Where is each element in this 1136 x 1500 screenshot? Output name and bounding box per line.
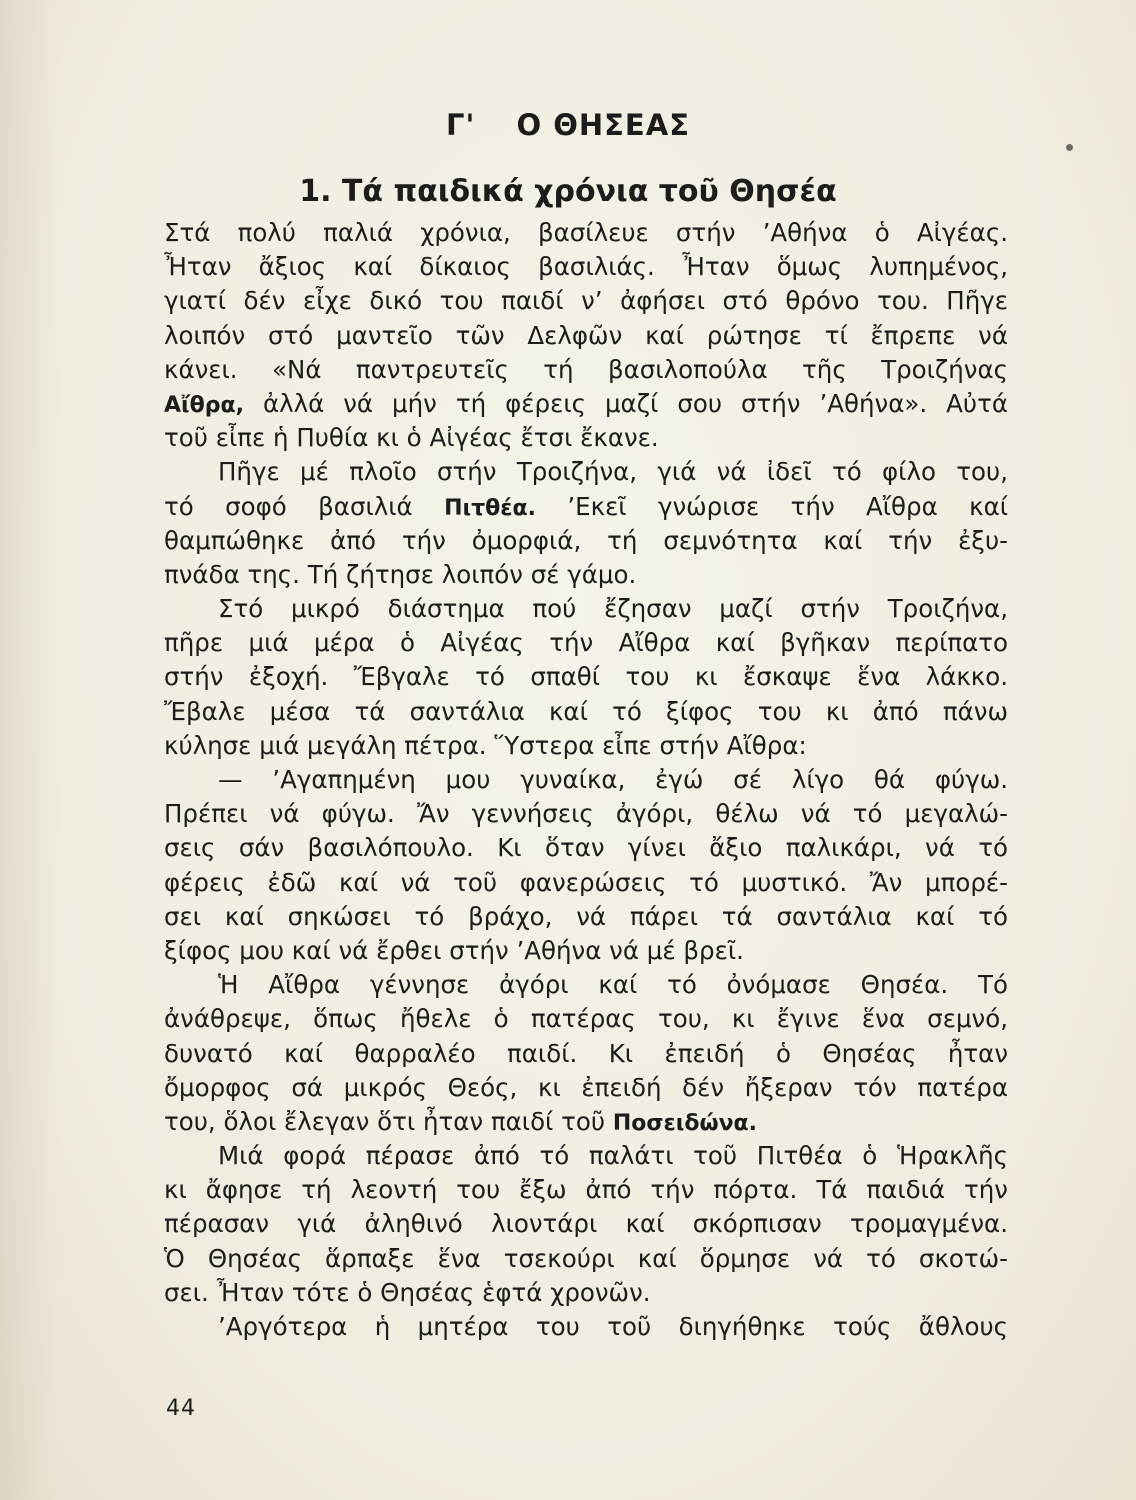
text-line — [164, 797, 1008, 831]
page-edge-shadow — [0, 0, 60, 1500]
chapter-number: Γ' — [445, 108, 476, 142]
text-line — [164, 900, 1008, 934]
text-line — [164, 660, 1008, 694]
text-line — [164, 1071, 1008, 1105]
line-text: Πῆγε μέ πλοῖο στήν Τροιζήνα, γιά νά ἰδεῖ τό φίλο του, — [218, 457, 1008, 487]
text-line — [164, 729, 1008, 763]
text-line — [164, 387, 1008, 421]
text-line — [164, 319, 1008, 353]
text-line — [164, 1105, 1008, 1139]
line-text: — ’Αγαπημένη μου γυναίκα, ἐγώ σέ λίγο θά φύγω. — [218, 765, 1008, 794]
text-line — [164, 1310, 1008, 1344]
text-line — [164, 1242, 1008, 1276]
print-speck — [1066, 144, 1073, 151]
line-text: ’Αργότερα ἡ μητέρα του τοῦ διηγήθηκε τούς ἄθλους — [218, 1312, 1008, 1341]
line-text: Ἦταν ἄξιος καί δίκαιος βασιλιάς. Ἦταν ὅμως λυπημένος, — [164, 252, 1008, 282]
text-line — [164, 558, 1008, 592]
text-line — [164, 455, 1008, 489]
line-text: πῆρε μιά μέρα ὁ Αἰγέας τήν Αἴθρα καί βγῆκαν περίπατο — [164, 628, 1008, 658]
line-text: Πρέπει νά φύγω. Ἄν γεννήσεις ἀγόρι, θέλω νά τό μεγαλώ- — [164, 799, 1008, 829]
proper-name: Πιτθέα. — [444, 495, 536, 521]
text-line — [164, 250, 1008, 284]
line-text: θαμπώθηκε ἀπό τήν ὀμορφιά, τή σεμνότητα καί τήν ἐξυ- — [164, 525, 1008, 555]
text-line — [164, 1276, 1008, 1310]
text-line — [164, 695, 1008, 729]
line-text: Ὁ Θησέας ἅρπαξε ἕνα τσεκούρι καί ὅρμησε νά τό σκοτώ- — [164, 1243, 1008, 1273]
line-text: τό σοφό βασιλιά — [164, 491, 413, 521]
text-line — [164, 831, 1008, 865]
line-text: του, ὅλοι ἔλεγαν ὅτι ἦταν παιδί τοῦ — [164, 1106, 606, 1136]
chapter-heading — [0, 108, 1136, 142]
chapter-title: Ο ΘΗΣΕΑΣ — [516, 108, 690, 142]
line-text: Στά πολύ παλιά χρόνια, βασίλευε στήν ’Αθήνα ὁ Αἰγέας. — [164, 218, 1008, 247]
line-text: ἀλλά νά μήν τή φέρεις μαζί σου στήν ’Αθήνα». Αὐτά — [262, 388, 1008, 418]
text-line — [164, 968, 1008, 1002]
text-line — [164, 592, 1008, 626]
line-text: ὄμορφος σά μικρός Θεός, κι ἐπειδή δέν ἤξεραν τόν πατέρα — [164, 1072, 1008, 1102]
line-text: δυνατό καί θαρραλέο παιδί. Κι ἐπειδή ὁ Θησέας ἦταν — [164, 1038, 1008, 1068]
text-line — [164, 626, 1008, 660]
text-line — [164, 1037, 1008, 1071]
line-text: ξίφος μου καί νά ἔρθει στήν ’Αθήνα νά μέ βρεῖ. — [164, 935, 744, 965]
line-text: κύλησε μιά μεγάλη πέτρα. Ὕστερα εἶπε στήν Αἴθρα: — [164, 730, 807, 760]
proper-name: Αἴθρα, — [164, 392, 244, 418]
text-line — [164, 1139, 1008, 1173]
line-text: Ἡ Αἴθρα γέννησε ἀγόρι καί τό ὀνόμασε Θησέα. Τό — [218, 970, 1008, 1000]
text-line — [164, 490, 1008, 524]
line-text: γιατί δέν εἶχε δικό του παιδί ν’ ἀφήσει στό θρόνο του. Πῆγε — [164, 286, 1008, 316]
text-line — [164, 866, 1008, 900]
line-text: κι ἄφησε τή λεοντή του ἔξω ἀπό τήν πόρτα. Τά παιδιά τήν — [164, 1175, 1008, 1205]
text-line — [164, 353, 1008, 387]
text-line — [164, 934, 1008, 968]
line-text: στήν ἐξοχή. Ἔβγαλε τό σπαθί του κι ἔσκαψε ἕνα λάκκο. — [164, 662, 1008, 692]
line-text: Στό μικρό διάστημα πού ἔζησαν μαζί στήν Τροιζήνα, — [218, 594, 1008, 624]
page-number: 44 — [166, 1396, 196, 1421]
line-text: Μιά φορά πέρασε ἀπό τό παλάτι τοῦ Πιτθέα ὁ Ἡρακλῆς — [218, 1141, 1008, 1171]
line-text: ἀνάθρεψε, ὅπως ἤθελε ὁ πατέρας του, κι ἔγινε ἕνα σεμνό, — [164, 1004, 1008, 1034]
line-text: Ἔβαλε μέσα τά σαντάλια καί τό ξίφος του κι ἀπό πάνω — [164, 696, 1008, 726]
line-text: σεις σάν βασιλόπουλο. Κι ὅταν γίνει ἄξιο παλικάρι, νά τό — [164, 833, 1008, 863]
line-text: ’Εκεῖ γνώρισε τήν Αἴθρα καί — [567, 491, 1009, 521]
section-title: 1. Τά παιδικά χρόνια τοῦ Θησέα — [299, 174, 837, 209]
body-text — [164, 216, 1008, 1344]
text-line — [164, 216, 1008, 250]
text-line — [164, 1207, 1008, 1241]
text-line — [164, 763, 1008, 797]
line-text: πνάδα της. Τή ζήτησε λοιπόν σέ γάμο. — [164, 559, 637, 589]
text-line — [164, 1173, 1008, 1207]
line-text: λοιπόν στό μαντεῖο τῶν Δελφῶν καί ρώτησε τί ἔπρεπε νά — [164, 320, 1008, 350]
line-text: πέρασαν γιά ἀληθινό λιοντάρι καί σκόρπισαν τρομαγμένα. — [164, 1209, 1008, 1239]
text-line — [164, 284, 1008, 318]
line-text: κάνει. «Νά παντρευτεῖς τή βασιλοπούλα τῆς Τροιζήνας — [164, 354, 1008, 384]
text-line — [164, 524, 1008, 558]
text-line — [164, 421, 1008, 455]
line-text: σει καί σηκώσει τό βράχο, νά πάρει τά σαντάλια καί τό — [164, 901, 1008, 931]
proper-name: Ποσειδώνα. — [612, 1110, 758, 1136]
line-text: φέρεις ἐδῶ καί νά τοῦ φανερώσεις τό μυστικό. Ἄν μπορέ- — [164, 867, 1008, 897]
line-text: τοῦ εἶπε ἡ Πυθία κι ὁ Αἰγέας ἔτσι ἔκανε. — [164, 423, 659, 453]
line-text: σει. Ἦταν τότε ὁ Θησέας ἑφτά χρονῶν. — [164, 1277, 651, 1307]
text-line — [164, 1002, 1008, 1036]
